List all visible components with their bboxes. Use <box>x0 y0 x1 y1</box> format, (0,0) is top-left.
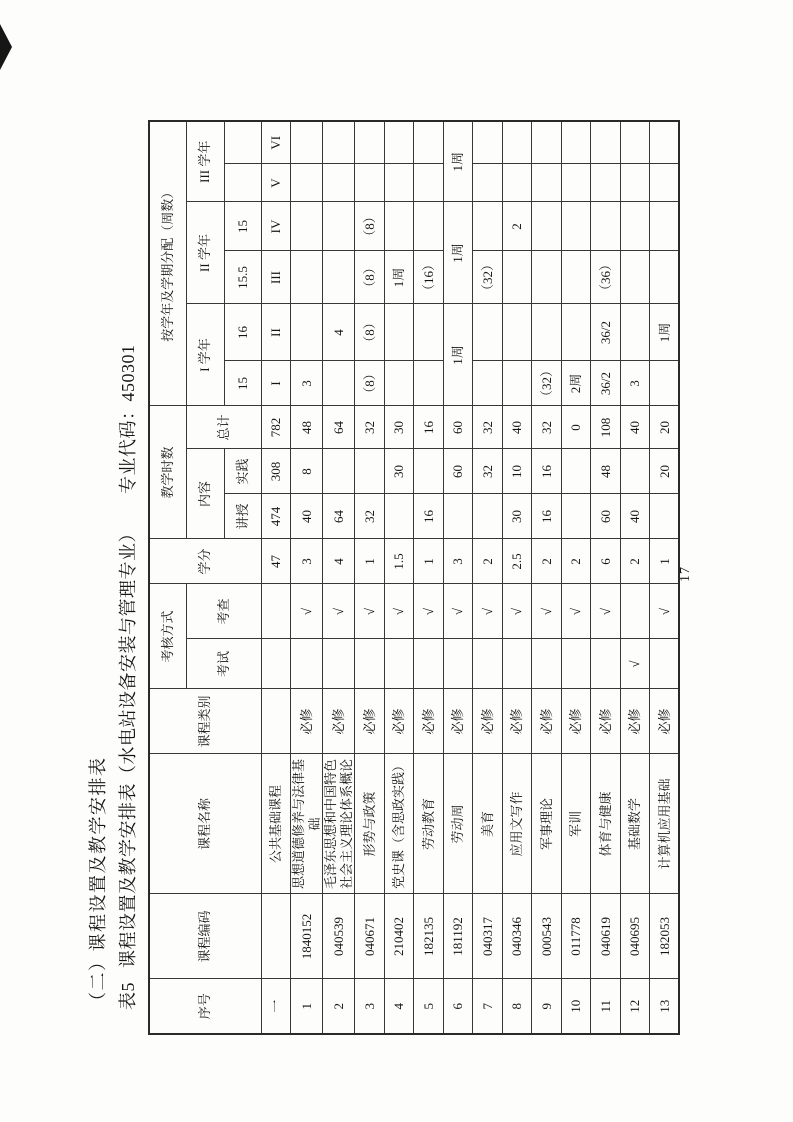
cell: 60 <box>443 406 473 449</box>
curriculum-table <box>148 120 680 1035</box>
cell: III <box>261 251 291 304</box>
table-row <box>591 121 621 1034</box>
cell <box>291 121 323 164</box>
cell: 1.5 <box>384 539 414 584</box>
header-cell: 15 <box>224 361 261 406</box>
cell: 1 <box>291 979 323 1034</box>
table-row <box>414 121 444 1034</box>
cell: 2周 <box>561 361 591 406</box>
cell: 10 <box>561 979 591 1034</box>
cell <box>532 202 562 251</box>
header-cell: 按学年及学期分配（周数） <box>149 121 186 406</box>
cell: 必修 <box>355 689 385 754</box>
cell <box>591 202 621 251</box>
header-cell: 16 <box>224 304 261 361</box>
cell: √ <box>355 584 385 639</box>
cell: 4 <box>323 304 355 361</box>
cell <box>323 121 355 164</box>
cell: 16 <box>532 449 562 494</box>
cell: 必修 <box>384 689 414 754</box>
cell: 16 <box>414 494 444 539</box>
cell: 5 <box>414 979 444 1034</box>
cell <box>473 164 503 202</box>
cell: 1840152 <box>291 894 323 979</box>
header-cell <box>224 164 261 202</box>
cell <box>502 164 532 202</box>
cell: √ <box>443 584 473 639</box>
table-number: 表5 <box>118 982 138 1010</box>
page-number: 17 <box>678 566 693 582</box>
cell: 1 <box>650 539 680 584</box>
cell: 000543 <box>532 894 562 979</box>
cell: 182053 <box>650 894 680 979</box>
cell <box>502 639 532 689</box>
cell <box>561 639 591 689</box>
cell: √ <box>291 584 323 639</box>
cell: 182135 <box>414 894 444 979</box>
cell: 思想道德修养与法律基础 <box>291 754 323 894</box>
cell: 党史课（含思政实践） <box>384 754 414 894</box>
cell: 10 <box>502 449 532 494</box>
cell: √ <box>323 584 355 639</box>
cell: √ <box>650 584 680 639</box>
cell: （8） <box>355 361 385 406</box>
cell: 32 <box>473 449 503 494</box>
cell: 1周 <box>443 304 473 406</box>
cell <box>414 304 444 361</box>
cell: 0 <box>561 406 591 449</box>
cell: 3 <box>291 361 323 406</box>
cell: 20 <box>650 406 680 449</box>
cell <box>473 121 503 164</box>
cell <box>291 304 323 361</box>
cell <box>620 251 650 304</box>
header-cell: 教学时数 <box>149 406 186 539</box>
table-row <box>355 121 385 1034</box>
cell: 474 <box>261 494 291 539</box>
header-cell: II 学年 <box>186 202 224 304</box>
cell: 必修 <box>561 689 591 754</box>
cell <box>473 494 503 539</box>
header-cell: 实践 <box>224 449 261 494</box>
cell: 美育 <box>473 754 503 894</box>
cell <box>384 361 414 406</box>
header-cell: 15 <box>224 202 261 251</box>
cell: 6 <box>443 979 473 1034</box>
cell <box>591 121 621 164</box>
cell <box>384 164 414 202</box>
cell: √ <box>473 584 503 639</box>
cell <box>473 639 503 689</box>
table-row <box>650 121 680 1034</box>
cell: 48 <box>591 449 621 494</box>
cell <box>650 639 680 689</box>
cell: 6 <box>591 539 621 584</box>
cell <box>561 304 591 361</box>
header-cell <box>224 121 261 164</box>
cell: 2 <box>620 539 650 584</box>
cell: 210402 <box>384 894 414 979</box>
cell <box>323 251 355 304</box>
cell: 8 <box>502 979 532 1034</box>
cell: 基础数学 <box>620 754 650 894</box>
cell: 劳动教育 <box>414 754 444 894</box>
cell: 011778 <box>561 894 591 979</box>
cell: 181192 <box>443 894 473 979</box>
cell: 32 <box>355 406 385 449</box>
cell: 1 <box>355 539 385 584</box>
cell: 军训 <box>561 754 591 894</box>
cell <box>414 202 444 251</box>
cell: 必修 <box>291 689 323 754</box>
cell: 3 <box>291 539 323 584</box>
cell: 16 <box>414 406 444 449</box>
header-cell: I 学年 <box>186 304 224 406</box>
major-code: 专业代码：450301 <box>118 344 138 494</box>
cell: 60 <box>443 449 473 494</box>
cell: 1周 <box>443 202 473 304</box>
cell: 1周 <box>650 304 680 361</box>
cell <box>323 361 355 406</box>
cell <box>561 494 591 539</box>
table-row <box>443 121 473 1034</box>
cell: 7 <box>473 979 503 1034</box>
cell <box>261 639 291 689</box>
cell <box>473 202 503 251</box>
cell <box>561 202 591 251</box>
cell: 必修 <box>323 689 355 754</box>
cell: 8 <box>291 449 323 494</box>
cell <box>323 202 355 251</box>
cell: 必修 <box>414 689 444 754</box>
cell: 40 <box>502 406 532 449</box>
cell <box>620 449 650 494</box>
header-cell: 考试 <box>186 639 261 689</box>
cell: 108 <box>591 406 621 449</box>
cell: 040695 <box>620 894 650 979</box>
header-cell: 总计 <box>186 406 261 449</box>
cell <box>261 689 291 754</box>
cell <box>355 164 385 202</box>
cell <box>502 304 532 361</box>
cell <box>473 361 503 406</box>
cell: 2 <box>473 539 503 584</box>
cell <box>355 449 385 494</box>
header-cell: 讲授 <box>224 494 261 539</box>
header-cell: 考核方式 <box>149 584 186 689</box>
cell: 必修 <box>473 689 503 754</box>
header-cell: 15.5 <box>224 251 261 304</box>
cell: 3 <box>620 361 650 406</box>
cell: 1周 <box>384 251 414 304</box>
cell: 一 <box>261 979 291 1034</box>
cell <box>502 361 532 406</box>
cell: 1 <box>414 539 444 584</box>
cell: 4 <box>384 979 414 1034</box>
cell: 2 <box>502 202 532 251</box>
cell: 必修 <box>591 689 621 754</box>
cell: 040539 <box>323 894 355 979</box>
cell <box>384 121 414 164</box>
cell: （8） <box>355 251 385 304</box>
cell: 4 <box>323 539 355 584</box>
cell: √ <box>620 639 650 689</box>
cell <box>650 251 680 304</box>
cell: 2 <box>323 979 355 1034</box>
cell <box>532 639 562 689</box>
cell: 计算机应用基础 <box>650 754 680 894</box>
cell: （8） <box>355 304 385 361</box>
cell <box>532 164 562 202</box>
cell <box>532 304 562 361</box>
header-row <box>149 121 186 1034</box>
cell: 2 <box>532 539 562 584</box>
cell: 40 <box>620 406 650 449</box>
cell: 3 <box>443 539 473 584</box>
cell <box>561 449 591 494</box>
cell <box>355 121 385 164</box>
cell <box>620 202 650 251</box>
cell <box>650 361 680 406</box>
cell <box>561 121 591 164</box>
cell: 必修 <box>443 689 473 754</box>
cell: 12 <box>620 979 650 1034</box>
table-row <box>620 121 650 1034</box>
header-cell: 学分 <box>149 539 261 584</box>
cell: 32 <box>355 494 385 539</box>
cell: 公共基础课程 <box>261 754 291 894</box>
cell <box>384 202 414 251</box>
table-row <box>261 121 291 1034</box>
table-body <box>261 121 679 1034</box>
cell <box>414 639 444 689</box>
cell: √ <box>502 584 532 639</box>
cell: II <box>261 304 291 361</box>
cell: （32） <box>532 361 562 406</box>
cell <box>650 494 680 539</box>
cell: 36/2 <box>591 361 621 406</box>
cell <box>291 164 323 202</box>
cell <box>620 121 650 164</box>
cell: 782 <box>261 406 291 449</box>
cell: 60 <box>591 494 621 539</box>
cell: 劳动周 <box>443 754 473 894</box>
header-cell: III 学年 <box>186 121 224 202</box>
cell <box>502 251 532 304</box>
cell: 30 <box>502 494 532 539</box>
cell <box>291 251 323 304</box>
cell: 形势与政策 <box>355 754 385 894</box>
cell <box>414 121 444 164</box>
cell <box>261 894 291 979</box>
cell: 040317 <box>473 894 503 979</box>
table-row <box>291 121 323 1034</box>
cell <box>323 449 355 494</box>
table-row <box>323 121 355 1034</box>
cell: V <box>261 164 291 202</box>
cell: 30 <box>384 406 414 449</box>
cell <box>620 584 650 639</box>
cell: 13 <box>650 979 680 1034</box>
cell <box>591 639 621 689</box>
cell: √ <box>384 584 414 639</box>
cell: 040671 <box>355 894 385 979</box>
cell: 32 <box>473 406 503 449</box>
table-header <box>149 121 261 1034</box>
table-row <box>502 121 532 1034</box>
cell: 308 <box>261 449 291 494</box>
cell: 47 <box>261 539 291 584</box>
cell: （16） <box>414 251 444 304</box>
header-cell: 内容 <box>186 449 224 539</box>
cell: √ <box>591 584 621 639</box>
cell: 体育与健康 <box>591 754 621 894</box>
cell: 32 <box>532 406 562 449</box>
cell <box>384 639 414 689</box>
cell: 36/2 <box>591 304 621 361</box>
cell: 必修 <box>620 689 650 754</box>
table-row <box>384 121 414 1034</box>
cell: 9 <box>532 979 562 1034</box>
cell: 毛泽东思想和中国特色社会主义理论体系概论 <box>323 754 355 894</box>
cell <box>261 584 291 639</box>
cell: 必修 <box>502 689 532 754</box>
cell: 应用文写作 <box>502 754 532 894</box>
cell: 040346 <box>502 894 532 979</box>
cell <box>443 639 473 689</box>
cell <box>414 449 444 494</box>
header-cell: 课程名称 <box>149 754 261 894</box>
cell: 64 <box>323 494 355 539</box>
cell: 040619 <box>591 894 621 979</box>
cell: 20 <box>650 449 680 494</box>
cell <box>532 251 562 304</box>
cell: 48 <box>291 406 323 449</box>
cell: 2 <box>561 539 591 584</box>
header-cell: 序号 <box>149 979 261 1034</box>
header-cell: 考查 <box>186 584 261 639</box>
cell: （36） <box>591 251 621 304</box>
table-title-text: 课程设置及教学安排表（水电站设备安装与管理专业） <box>118 524 138 968</box>
cell <box>591 164 621 202</box>
cell: 2.5 <box>502 539 532 584</box>
cell: （8） <box>355 202 385 251</box>
cell <box>414 164 444 202</box>
cell: VI <box>261 121 291 164</box>
cell <box>561 251 591 304</box>
cell: 40 <box>291 494 323 539</box>
header-cell: 课程编码 <box>149 894 261 979</box>
cell <box>650 202 680 251</box>
cell <box>384 494 414 539</box>
cell: 16 <box>532 494 562 539</box>
cell: IV <box>261 202 291 251</box>
cell <box>355 639 385 689</box>
cell <box>561 164 591 202</box>
cell: （32） <box>473 251 503 304</box>
cell: √ <box>561 584 591 639</box>
cell <box>502 121 532 164</box>
header-cell: 课程类别 <box>149 689 261 754</box>
cell <box>620 164 650 202</box>
cell <box>323 639 355 689</box>
cell <box>443 494 473 539</box>
cell <box>532 121 562 164</box>
cell <box>473 304 503 361</box>
cell <box>291 202 323 251</box>
cell: 军事理论 <box>532 754 562 894</box>
cell <box>323 164 355 202</box>
cell: 11 <box>591 979 621 1034</box>
cell: 3 <box>355 979 385 1034</box>
table-row <box>561 121 591 1034</box>
cell: 64 <box>323 406 355 449</box>
cell: 必修 <box>532 689 562 754</box>
table-row <box>473 121 503 1034</box>
table-row <box>532 121 562 1034</box>
cell <box>414 361 444 406</box>
cell: I <box>261 361 291 406</box>
section-title: （二）课程设置及教学安排表 <box>88 756 108 1010</box>
cell <box>650 121 680 164</box>
cell <box>384 304 414 361</box>
cell: √ <box>532 584 562 639</box>
cell <box>291 639 323 689</box>
table-title <box>114 345 140 1011</box>
cell <box>620 304 650 361</box>
cell: 必修 <box>650 689 680 754</box>
cell: 30 <box>384 449 414 494</box>
cell: 1周 <box>443 121 473 202</box>
cell <box>650 164 680 202</box>
cell: √ <box>414 584 444 639</box>
cell: 40 <box>620 494 650 539</box>
